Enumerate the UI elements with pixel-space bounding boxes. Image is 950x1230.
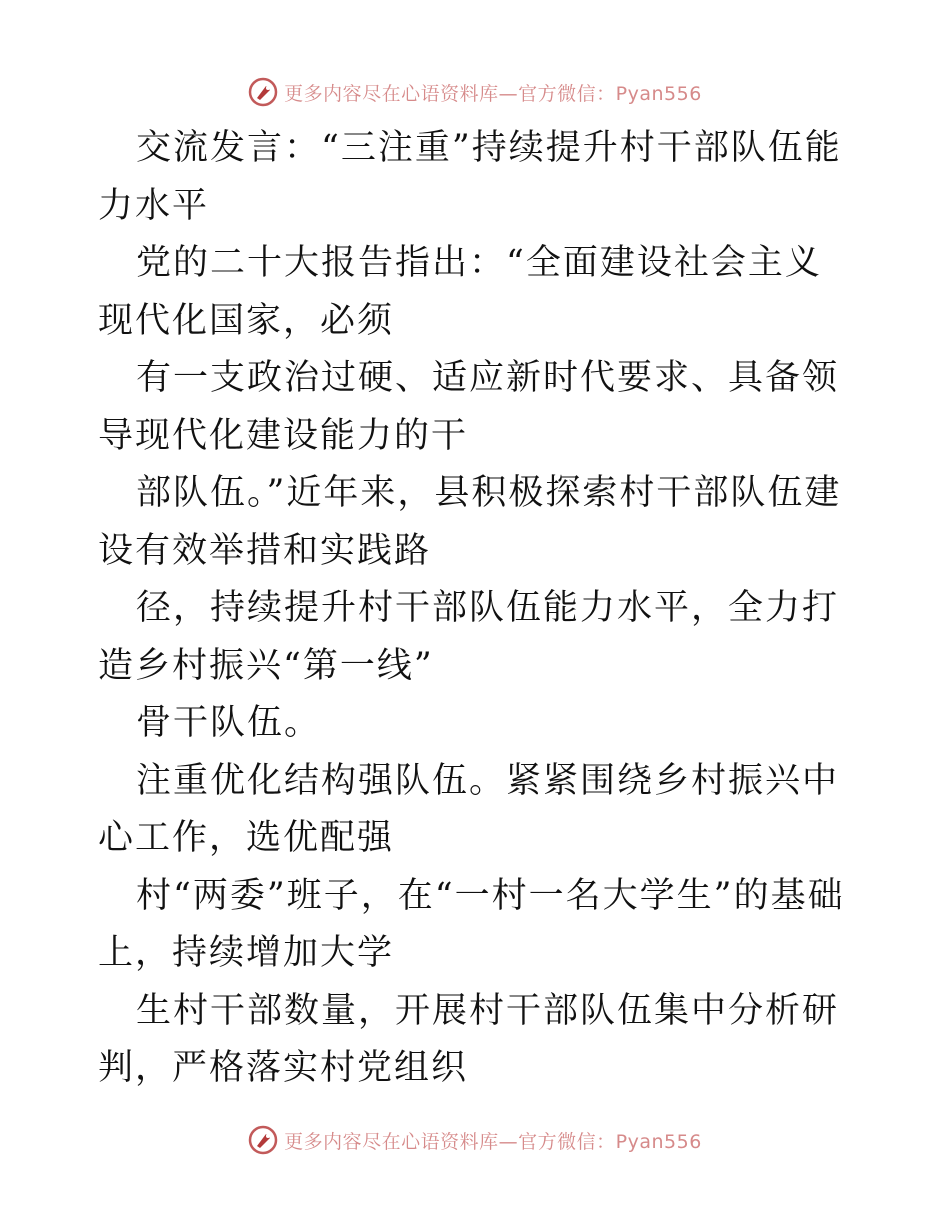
document-body <box>98 120 858 1098</box>
footer-watermark <box>0 1120 950 1160</box>
paragraph-line: 生村干部数量，开展村干部队伍集中分析研判，严格落实村党组织 <box>98 990 840 1088</box>
watermark-text: 更多内容尽在心语资料库—官方微信：Pyan556 <box>284 82 702 105</box>
pen-nib-logo-icon <box>248 77 278 107</box>
paragraph-line: 部队伍。”近年来，县积极探索村干部队伍建设有效举措和实践路 <box>98 473 842 571</box>
paragraph-line: 骨干队伍。 <box>136 703 322 743</box>
watermark-text: 更多内容尽在心语资料库—官方微信：Pyan556 <box>284 1130 702 1153</box>
paragraph-line: 党的二十大报告指出：“全面建设社会主义现代化国家，必须 <box>98 243 822 341</box>
document-title-line: 交流发言：“三注重”持续提升村干部队伍能力水平 <box>98 128 842 226</box>
paragraph-line: 村“两委”班子，在“一村一名大学生”的基础上，持续增加大学 <box>98 875 845 973</box>
pen-nib-logo-icon <box>248 1125 278 1155</box>
header-watermark <box>0 72 950 112</box>
paragraph-line: 径，持续提升村干部队伍能力水平，全力打造乡村振兴“第一线” <box>98 588 840 686</box>
paragraph-line: 有一支政治过硬、适应新时代要求、具备领导现代化建设能力的干 <box>98 358 840 456</box>
paragraph-line: 注重优化结构强队伍。紧紧围绕乡村振兴中心工作，选优配强 <box>98 760 840 858</box>
